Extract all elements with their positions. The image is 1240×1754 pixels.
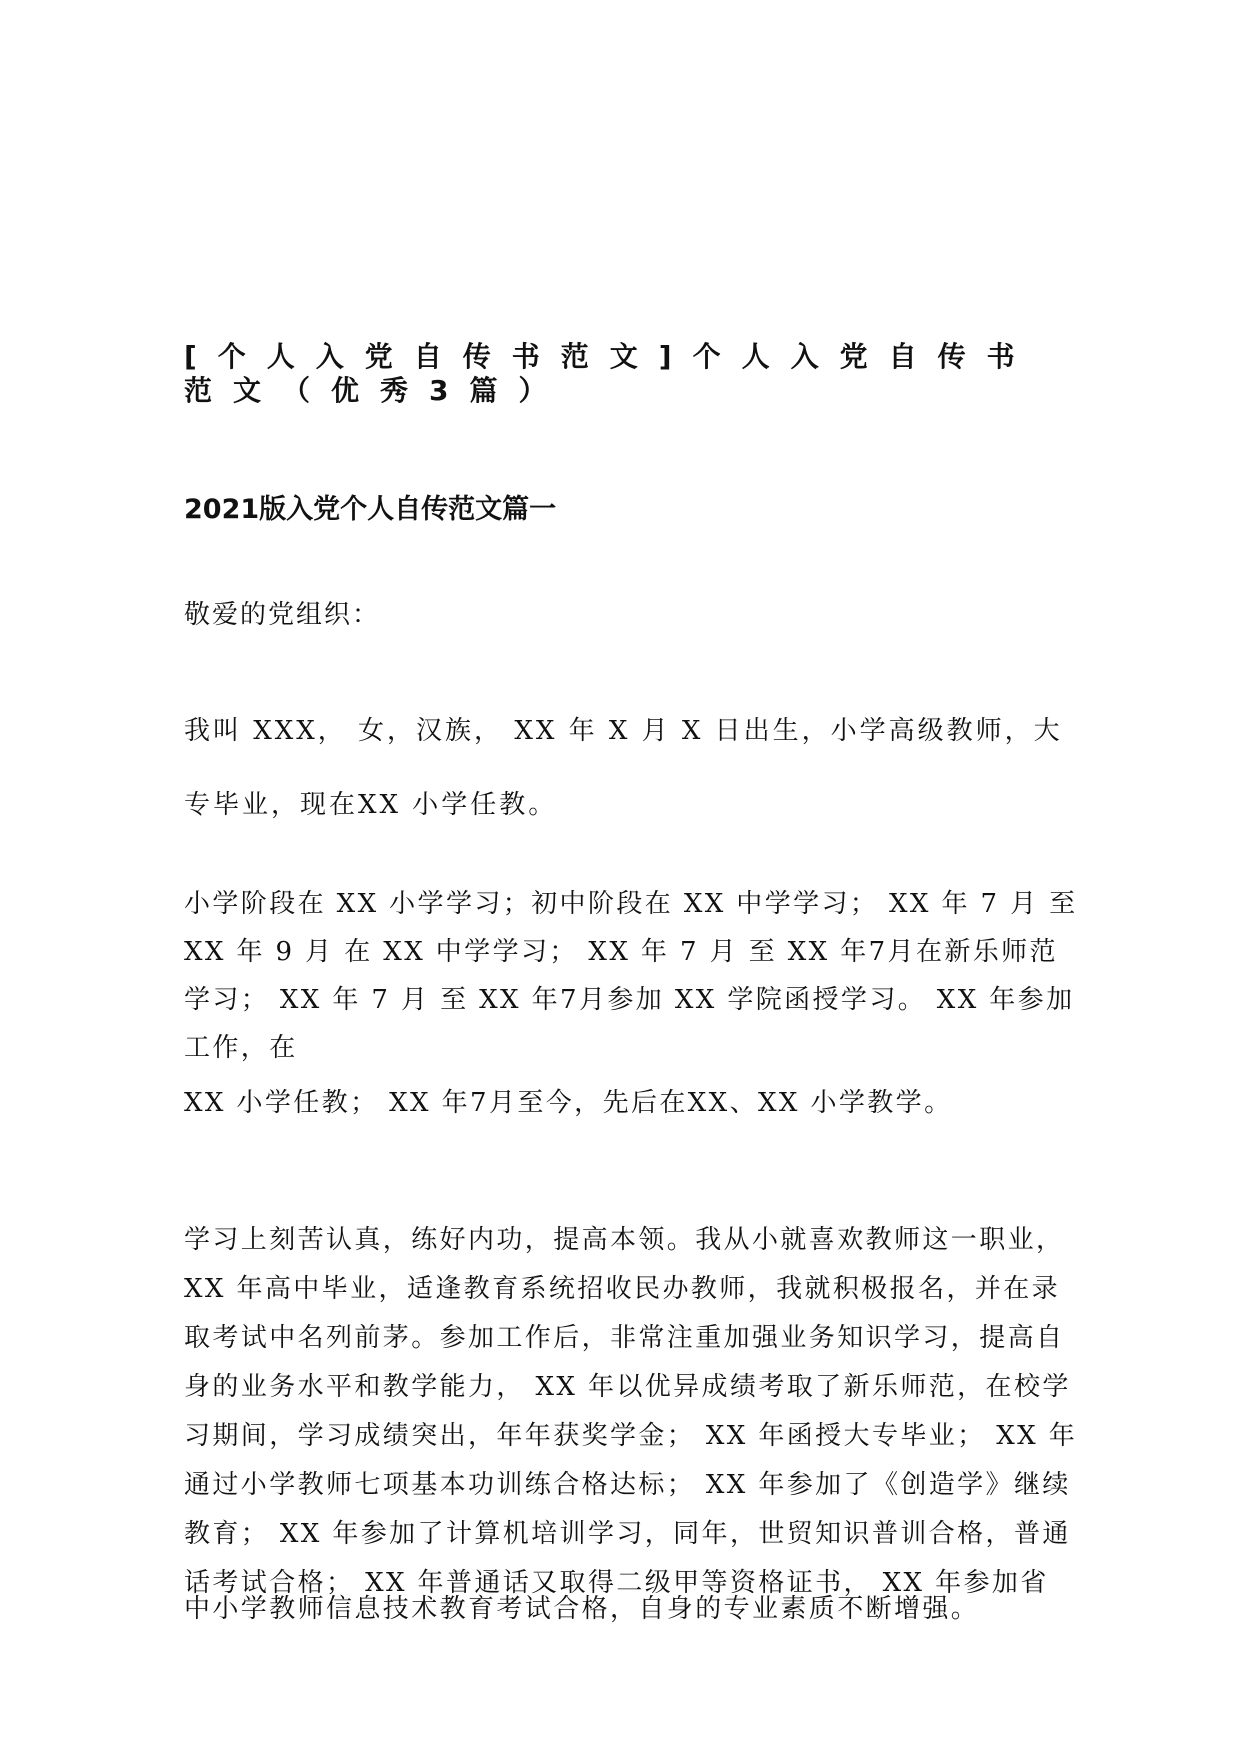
- study-paragraph: 学习上刻苦认真，练好内功，提高本领。我从小就喜欢教师这一职业，XX 年高中毕业，适逢教育系统招收民办教师，我就积极报名，并在录取考试中名列前茅。参加工作后，非常注重加强业务知识学习，提高自身的业务水平和教学能力， XX 年以优异成绩考取了新乐师范，在校学习期间，学习成绩突出，年年获奖学金； XX 年函授大专毕业； XX 年通过小学教师七项基本功训练合格达标； XX 年参加了《创造学》继续教育； XX 年参加了计算机培训学习，同年，世贸知识普训合格，普通话考试合格； XX 年普通话又取得二级甲等资格证书， XX 年参加省: [184, 1225, 1078, 1598]
- salutation-paragraph: 敬爱的党组织：: [184, 600, 381, 630]
- section-heading: 2021版入党个人自传范文篇一: [184, 494, 557, 525]
- intro-paragraph: 我叫 XXX， 女，汉族， XX 年 X 月 X 日出生，小学高级教师，大专毕业，现在XX 小学任教。: [184, 716, 1063, 820]
- education-paragraph: 小学阶段在 XX 小学学习；初中阶段在 XX 中学学习； XX 年 7 月 至 XX 年 9 月 在 XX 中学学习； XX 年 7 月 至 XX 年7月在新乐师范学习； XX 年 7 月 至 XX 年7月参加 XX 学院函授学习。 XX 年参加工作，在: [184, 889, 1078, 1063]
- document-title: [个人入党自传书范文]个人入党自传书范文（优秀3篇）: [184, 340, 1036, 407]
- work-paragraph: XX 小学任教； XX 年7月至今，先后在XX、XX 小学教学。: [184, 1088, 953, 1118]
- closing-paragraph: 中小学教师信息技术教育考试合格，自身的专业素质不断增强。: [184, 1594, 980, 1624]
